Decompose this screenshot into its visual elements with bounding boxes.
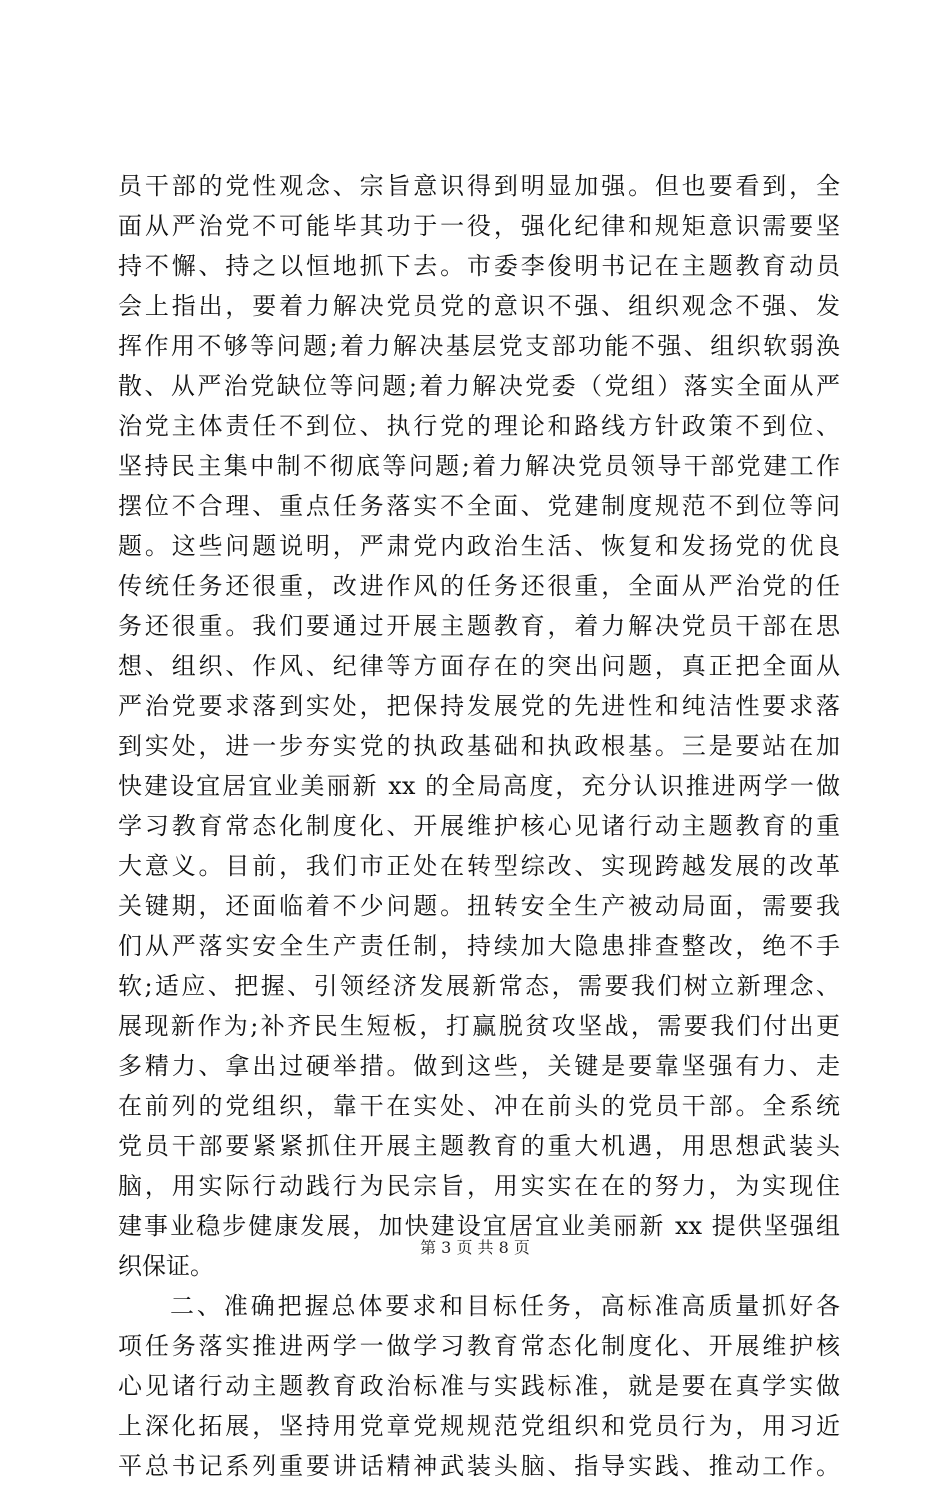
text-line: 传统任务还很重，改进作风的任务还很重，全面从严治党的任 [118, 572, 840, 600]
body-text [118, 166, 840, 1486]
text-line: 学习教育常态化制度化、开展维护核心见诸行动主题教育的重 [118, 812, 840, 840]
text-line: 散、从严治党缺位等问题;着力解决党委（党组）落实全面从严 [118, 372, 840, 400]
text-line: 们从严落实安全生产责任制，持续加大隐患排查整改，绝不手 [118, 932, 840, 960]
text-line: 关键期，还面临着不少问题。扭转安全生产被动局面，需要我 [118, 892, 840, 920]
paragraph-first-line: 二、准确把握总体要求和目标任务，高标准高质量抓好各 [170, 1292, 840, 1320]
text-line: 到实处，进一步夯实党的执政基础和执政根基。三是要站在加 [118, 732, 840, 760]
text-line: 题。这些问题说明，严肃党内政治生活、恢复和发扬党的优良 [118, 532, 840, 560]
text-line: 党员干部要紧紧抓住开展主题教育的重大机遇，用思想武装头 [118, 1132, 840, 1160]
text-line: 面从严治党不可能毕其功于一役，强化纪律和规矩意识需要坚 [118, 212, 840, 240]
text-line: 持不懈、持之以恒地抓下去。市委李俊明书记在主题教育动员 [118, 252, 840, 280]
text-line: 织保证。 [118, 1252, 214, 1280]
text-line: 挥作用不够等问题;着力解决基层党支部功能不强、组织软弱涣 [118, 332, 840, 360]
text-line: 展现新作为;补齐民生短板，打赢脱贫攻坚战，需要我们付出更 [118, 1012, 840, 1040]
text-line: 员干部的党性观念、宗旨意识得到明显加强。但也要看到，全 [118, 172, 840, 200]
text-line: 平总书记系列重要讲话精神武装头脑、指导实践、推动工作。 [118, 1452, 840, 1480]
text-line: 大意义。目前，我们市正处在转型综改、实现跨越发展的改革 [118, 852, 840, 880]
text-line: 多精力、拿出过硬举措。做到这些，关键是要靠坚强有力、走 [118, 1052, 840, 1080]
text-line: 脑，用实际行动践行为民宗旨，用实实在在的努力，为实现住 [118, 1172, 840, 1200]
page-footer [0, 1236, 950, 1260]
text-line: 软;适应、把握、引领经济发展新常态，需要我们树立新理念、 [118, 972, 840, 1000]
text-line: 心见诸行动主题教育政治标准与实践标准，就是要在真学实做 [118, 1372, 840, 1400]
text-line: 快建设宜居宜业美丽新 xx 的全局高度，充分认识推进两学一做 [118, 772, 840, 800]
text-line: 上深化拓展，坚持用党章党规规范党组织和党员行为，用习近 [118, 1412, 840, 1440]
text-line: 摆位不合理、重点任务落实不全面、党建制度规范不到位等问 [118, 492, 840, 520]
text-line: 项任务落实推进两学一做学习教育常态化制度化、开展维护核 [118, 1332, 840, 1360]
text-line: 严治党要求落到实处，把保持发展党的先进性和纯洁性要求落 [118, 692, 840, 720]
text-line: 在前列的党组织，靠干在实处、冲在前头的党员干部。全系统 [118, 1092, 840, 1120]
text-line: 治党主体责任不到位、执行党的理论和路线方针政策不到位、 [118, 412, 840, 440]
text-line: 务还很重。我们要通过开展主题教育，着力解决党员干部在思 [118, 612, 840, 640]
page-number: 第 3 页 共 8 页 [420, 1238, 530, 1257]
text-line: 会上指出，要着力解决党员党的意识不强、组织观念不强、发 [118, 292, 840, 320]
text-line: 坚持民主集中制不彻底等问题;着力解决党员领导干部党建工作 [118, 452, 840, 480]
text-line: 建事业稳步健康发展，加快建设宜居宜业美丽新 xx 提供坚强组 [118, 1212, 840, 1240]
text-line: 想、组织、作风、纪律等方面存在的突出问题，真正把全面从 [118, 652, 840, 680]
